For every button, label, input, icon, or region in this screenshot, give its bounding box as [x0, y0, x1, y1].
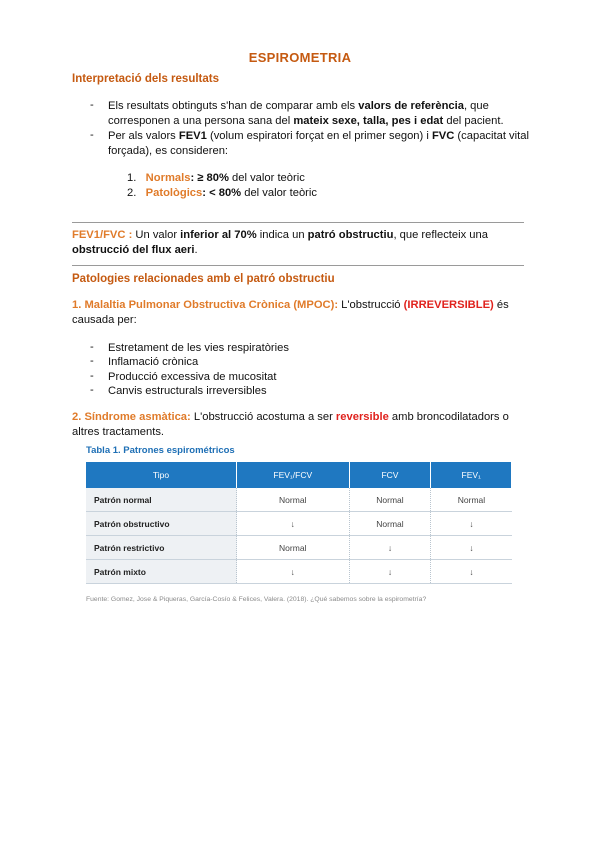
table-cell: ↓	[349, 536, 431, 560]
header-fev1: FEV₁	[431, 462, 512, 488]
table-cell: ↓	[349, 560, 431, 584]
table-cell: ↓	[237, 560, 350, 584]
text-span: del valor teòric	[228, 172, 305, 184]
bullet-dash: -	[90, 370, 94, 382]
row-label: Patrón normal	[86, 488, 237, 512]
bold-span: FEV1	[178, 130, 207, 142]
text-span: del pacient.	[443, 115, 504, 127]
list-number: 1.	[127, 172, 137, 184]
bold-span: obstrucció del flux aeri	[72, 244, 195, 256]
text-span: .	[194, 244, 198, 256]
text-span: és causada per:	[72, 299, 509, 326]
table-row	[86, 536, 512, 560]
cause-item: Inflamació crònica	[108, 356, 199, 368]
table-header-row	[86, 462, 512, 488]
divider	[72, 265, 524, 266]
row-label: Patrón obstructivo	[86, 512, 237, 536]
section-heading-interpretation: Interpretació dels resultats	[72, 73, 219, 85]
asthma-label: 2. Síndrome asmàtica:	[72, 411, 191, 423]
text-span: Per als valors	[108, 130, 179, 142]
fev-fvc-statement	[72, 228, 512, 258]
table-cell: Normal	[431, 488, 512, 512]
table-cell: Normal	[349, 488, 431, 512]
table-cell: Normal	[237, 536, 350, 560]
bullet-dash: -	[90, 341, 94, 353]
table-cell: Normal	[349, 512, 431, 536]
table-cell: ↓	[431, 512, 512, 536]
text-span: indica un	[256, 229, 308, 241]
value-pathological: : < 80%	[202, 187, 242, 199]
bullet-dash: -	[90, 129, 94, 141]
text-span: Un valor	[132, 229, 181, 241]
table-cell: ↓	[431, 536, 512, 560]
row-label: Patrón restrictivo	[86, 536, 237, 560]
bold-span: inferior al 70%	[180, 229, 257, 241]
bullet-dash: -	[90, 99, 94, 111]
header-tipo: Tipo	[86, 462, 237, 488]
table-source: Fuente: Gomez, Jose & Piqueras, García-Cosío & Felices, Valera. (2018). ¿Qué sabemos sobre la espirometría?	[86, 596, 427, 603]
table-row	[86, 560, 512, 584]
bullet-reference-values	[108, 99, 528, 129]
spirometry-table	[86, 462, 512, 584]
bold-span: patró obstructiu	[307, 229, 394, 241]
text-span: (capacitat vital forçada), es consideren:	[108, 130, 529, 157]
row-label: Patrón mixto	[86, 560, 237, 584]
table-caption: Tabla 1. Patrones espirométricos	[86, 445, 235, 456]
label-normals: Normals	[145, 172, 191, 184]
fev-label: FEV1/FVC :	[72, 229, 133, 241]
cause-item: Producció excessiva de mucositat	[108, 371, 277, 383]
bold-span: mateix sexe, talla, pes i edat	[293, 115, 444, 127]
text-span: L'obstrucció	[338, 299, 404, 311]
reversible-label: reversible	[335, 411, 389, 423]
table-cell: ↓	[431, 560, 512, 584]
bold-span: FVC	[431, 130, 455, 142]
section-heading-pathologies: Patologies relacionades amb el patró obstructiu	[72, 273, 335, 285]
cause-item: Canvis estructurals irreversibles	[108, 385, 267, 397]
list-item-pathological	[127, 186, 317, 201]
mpoc-paragraph	[72, 298, 512, 328]
label-pathological: Patològics	[145, 187, 203, 199]
divider	[72, 222, 524, 223]
irreversible-label: (IRREVERSIBLE)	[403, 299, 494, 311]
page-title: ESPIROMETRIA	[248, 50, 352, 65]
bullet-fev-fvc	[108, 129, 532, 159]
list-item-normals	[127, 171, 305, 186]
table-row	[86, 512, 512, 536]
header-fcv: FCV	[349, 462, 431, 488]
bold-span: valors de referència	[358, 100, 464, 112]
value-normals: : ≥ 80%	[190, 172, 229, 184]
header-fev1-fcv: FEV₁/FCV	[237, 462, 350, 488]
cause-item: Estretament de les vies respiratòries	[108, 342, 289, 354]
table-row	[86, 488, 512, 512]
text-span: (volum espiratori forçat en el primer segon) i	[206, 130, 432, 142]
mpoc-label: 1. Malaltia Pulmonar Obstructiva Crònica (MPOC):	[72, 299, 339, 311]
bullet-dash: -	[90, 384, 94, 396]
text-span: amb broncodilatadors o altres tractaments.	[72, 411, 509, 438]
text-span: Els resultats obtinguts s'han de comparar amb els	[108, 100, 359, 112]
table-cell: ↓	[237, 512, 350, 536]
text-span: , que corresponen a una persona sana del	[108, 100, 489, 127]
text-span: del valor teòric	[241, 187, 317, 199]
text-span: L'obstrucció acostuma a ser	[190, 411, 336, 423]
table-cell: Normal	[237, 488, 350, 512]
bullet-dash: -	[90, 355, 94, 367]
asthma-paragraph	[72, 410, 518, 440]
text-span: , que reflecteix una	[393, 229, 488, 241]
list-number: 2.	[127, 187, 137, 199]
